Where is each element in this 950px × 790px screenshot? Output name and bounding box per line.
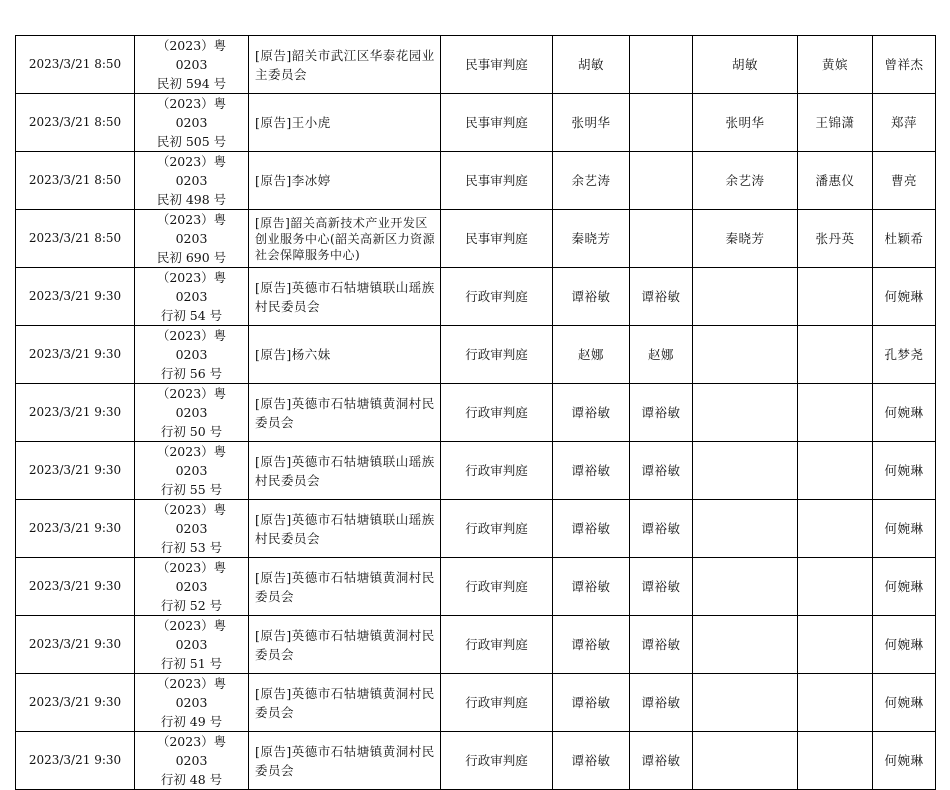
table-row	[16, 326, 936, 384]
case-number-line2: 行初 48 号	[160, 772, 223, 787]
judge-cell: 余艺涛	[553, 152, 630, 210]
table-row	[16, 384, 936, 442]
judge-cell: 谭裕敏	[553, 558, 630, 616]
table-row	[16, 268, 936, 326]
party-cell: [原告]王小虎	[249, 94, 441, 152]
presiding-judge-cell: 谭裕敏	[630, 558, 693, 616]
party-cell: [原告]韶关市武江区华泰花园业主委员会	[249, 36, 441, 94]
party-cell: [原告]杨六妹	[249, 326, 441, 384]
tribunal-cell: 行政审判庭	[441, 732, 553, 790]
case-number-cell	[135, 152, 249, 210]
panel-member-cell	[798, 558, 873, 616]
clerk-cell: 曹亮	[873, 152, 936, 210]
clerk-cell: 何婉琳	[873, 268, 936, 326]
clerk-cell: 何婉琳	[873, 616, 936, 674]
tribunal-cell: 民事审判庭	[441, 94, 553, 152]
hearing-time-cell: 2023/3/21 8:50	[16, 210, 135, 268]
judge-cell: 谭裕敏	[553, 442, 630, 500]
hearing-time-cell: 2023/3/21 9:30	[16, 442, 135, 500]
undertaking-judge-cell: 秦晓芳	[693, 210, 798, 268]
party-cell: [原告]英德市石牯塘镇联山瑶族村民委员会	[249, 442, 441, 500]
case-number-cell	[135, 384, 249, 442]
judge-cell: 谭裕敏	[553, 616, 630, 674]
judge-cell: 胡敏	[553, 36, 630, 94]
clerk-cell: 何婉琳	[873, 558, 936, 616]
clerk-cell: 何婉琳	[873, 732, 936, 790]
tribunal-cell: 行政审判庭	[441, 268, 553, 326]
clerk-cell: 何婉琳	[873, 674, 936, 732]
case-number-line2: 民初 498 号	[156, 192, 227, 207]
case-number-line1: （2023）粤 0203	[156, 96, 227, 130]
table-row	[16, 36, 936, 94]
undertaking-judge-cell: 张明华	[693, 94, 798, 152]
case-number-line2: 民初 505 号	[156, 134, 227, 149]
case-number-cell	[135, 326, 249, 384]
undertaking-judge-cell: 胡敏	[693, 36, 798, 94]
panel-member-cell	[798, 732, 873, 790]
hearing-time-cell: 2023/3/21 8:50	[16, 152, 135, 210]
table-row	[16, 94, 936, 152]
clerk-cell: 孔梦尧	[873, 326, 936, 384]
hearing-time-cell: 2023/3/21 9:30	[16, 732, 135, 790]
presiding-judge-cell: 谭裕敏	[630, 442, 693, 500]
presiding-judge-cell: 谭裕敏	[630, 268, 693, 326]
undertaking-judge-cell	[693, 442, 798, 500]
hearing-time-cell: 2023/3/21 9:30	[16, 384, 135, 442]
party-cell: [原告]英德市石牯塘镇黄洞村民委员会	[249, 732, 441, 790]
panel-member-cell: 张丹英	[798, 210, 873, 268]
presiding-judge-cell: 谭裕敏	[630, 674, 693, 732]
table-row	[16, 500, 936, 558]
table-row	[16, 674, 936, 732]
case-number-line1: （2023）粤 0203	[156, 502, 227, 536]
undertaking-judge-cell	[693, 268, 798, 326]
case-number-cell	[135, 36, 249, 94]
schedule-sheet	[15, 35, 936, 790]
case-number-cell	[135, 210, 249, 268]
case-number-line1: （2023）粤 0203	[156, 676, 227, 710]
tribunal-cell: 行政审判庭	[441, 442, 553, 500]
presiding-judge-cell	[630, 210, 693, 268]
case-number-line1: （2023）粤 0203	[156, 560, 227, 594]
table-row	[16, 210, 936, 268]
case-number-cell	[135, 674, 249, 732]
panel-member-cell	[798, 616, 873, 674]
panel-member-cell	[798, 500, 873, 558]
clerk-cell: 曾祥杰	[873, 36, 936, 94]
case-number-line1: （2023）粤 0203	[156, 270, 227, 304]
table-row	[16, 152, 936, 210]
presiding-judge-cell: 谭裕敏	[630, 500, 693, 558]
case-number-cell	[135, 442, 249, 500]
case-number-line2: 行初 49 号	[160, 714, 223, 729]
judge-cell: 谭裕敏	[553, 268, 630, 326]
panel-member-cell	[798, 384, 873, 442]
hearing-time-cell: 2023/3/21 9:30	[16, 500, 135, 558]
case-number-line1: （2023）粤 0203	[156, 444, 227, 478]
presiding-judge-cell: 谭裕敏	[630, 732, 693, 790]
undertaking-judge-cell	[693, 326, 798, 384]
hearing-time-cell: 2023/3/21 8:50	[16, 94, 135, 152]
case-number-line2: 行初 53 号	[160, 540, 223, 555]
case-number-line2: 行初 54 号	[160, 308, 223, 323]
panel-member-cell	[798, 326, 873, 384]
case-number-line1: （2023）粤 0203	[156, 38, 227, 72]
undertaking-judge-cell	[693, 558, 798, 616]
presiding-judge-cell	[630, 152, 693, 210]
presiding-judge-cell	[630, 94, 693, 152]
tribunal-cell: 行政审判庭	[441, 500, 553, 558]
tribunal-cell: 行政审判庭	[441, 674, 553, 732]
case-number-line2: 行初 52 号	[160, 598, 223, 613]
party-cell: [原告]韶关高新技术产业开发区创业服务中心(韶关高新区力资源社会保障服务中心)	[249, 210, 441, 268]
panel-member-cell	[798, 268, 873, 326]
table-row	[16, 442, 936, 500]
clerk-cell: 何婉琳	[873, 500, 936, 558]
case-number-line1: （2023）粤 0203	[156, 618, 227, 652]
tribunal-cell: 行政审判庭	[441, 616, 553, 674]
undertaking-judge-cell	[693, 732, 798, 790]
hearing-time-cell: 2023/3/21 8:50	[16, 36, 135, 94]
case-number-line2: 行初 50 号	[160, 424, 223, 439]
hearing-time-cell: 2023/3/21 9:30	[16, 616, 135, 674]
party-cell: [原告]李冰婷	[249, 152, 441, 210]
judge-cell: 谭裕敏	[553, 732, 630, 790]
presiding-judge-cell	[630, 36, 693, 94]
judge-cell: 谭裕敏	[553, 674, 630, 732]
hearing-time-cell: 2023/3/21 9:30	[16, 326, 135, 384]
clerk-cell: 杜颖希	[873, 210, 936, 268]
panel-member-cell: 潘惠仪	[798, 152, 873, 210]
undertaking-judge-cell	[693, 500, 798, 558]
tribunal-cell: 行政审判庭	[441, 384, 553, 442]
clerk-cell: 何婉琳	[873, 384, 936, 442]
party-cell: [原告]英德市石牯塘镇黄洞村民委员会	[249, 384, 441, 442]
case-number-line2: 民初 690 号	[156, 250, 227, 265]
party-cell: [原告]英德市石牯塘镇黄洞村民委员会	[249, 616, 441, 674]
undertaking-judge-cell	[693, 384, 798, 442]
table-row	[16, 732, 936, 790]
table-row	[16, 558, 936, 616]
case-number-line2: 民初 594 号	[156, 76, 227, 91]
clerk-cell: 郑萍	[873, 94, 936, 152]
hearing-time-cell: 2023/3/21 9:30	[16, 268, 135, 326]
case-number-line1: （2023）粤 0203	[156, 386, 227, 420]
party-cell: [原告]英德市石牯塘镇黄洞村民委员会	[249, 674, 441, 732]
case-number-cell	[135, 616, 249, 674]
case-number-cell	[135, 94, 249, 152]
tribunal-cell: 民事审判庭	[441, 36, 553, 94]
clerk-cell: 何婉琳	[873, 442, 936, 500]
tribunal-cell: 行政审判庭	[441, 558, 553, 616]
hearing-time-cell: 2023/3/21 9:30	[16, 558, 135, 616]
case-number-cell	[135, 500, 249, 558]
judge-cell: 张明华	[553, 94, 630, 152]
hearing-time-cell: 2023/3/21 9:30	[16, 674, 135, 732]
judge-cell: 谭裕敏	[553, 384, 630, 442]
presiding-judge-cell: 谭裕敏	[630, 616, 693, 674]
party-cell: [原告]英德市石牯塘镇联山瑶族村民委员会	[249, 500, 441, 558]
panel-member-cell: 黄嫔	[798, 36, 873, 94]
tribunal-cell: 民事审判庭	[441, 210, 553, 268]
undertaking-judge-cell	[693, 674, 798, 732]
table-row	[16, 616, 936, 674]
undertaking-judge-cell: 余艺涛	[693, 152, 798, 210]
case-number-line1: （2023）粤 0203	[156, 154, 227, 188]
panel-member-cell: 王锦潇	[798, 94, 873, 152]
party-cell: [原告]英德市石牯塘镇黄洞村民委员会	[249, 558, 441, 616]
presiding-judge-cell: 谭裕敏	[630, 384, 693, 442]
case-number-cell	[135, 732, 249, 790]
presiding-judge-cell: 赵娜	[630, 326, 693, 384]
hearing-schedule-table	[15, 35, 936, 790]
party-cell: [原告]英德市石牯塘镇联山瑶族村民委员会	[249, 268, 441, 326]
case-number-line1: （2023）粤 0203	[156, 328, 227, 362]
case-number-line1: （2023）粤 0203	[156, 212, 227, 246]
tribunal-cell: 行政审判庭	[441, 326, 553, 384]
case-number-line1: （2023）粤 0203	[156, 734, 227, 768]
case-number-cell	[135, 268, 249, 326]
case-number-line2: 行初 51 号	[160, 656, 223, 671]
case-number-cell	[135, 558, 249, 616]
panel-member-cell	[798, 674, 873, 732]
judge-cell: 谭裕敏	[553, 500, 630, 558]
undertaking-judge-cell	[693, 616, 798, 674]
judge-cell: 秦晓芳	[553, 210, 630, 268]
tribunal-cell: 民事审判庭	[441, 152, 553, 210]
schedule-rows	[16, 36, 936, 790]
case-number-line2: 行初 55 号	[160, 482, 223, 497]
judge-cell: 赵娜	[553, 326, 630, 384]
case-number-line2: 行初 56 号	[160, 366, 223, 381]
panel-member-cell	[798, 442, 873, 500]
